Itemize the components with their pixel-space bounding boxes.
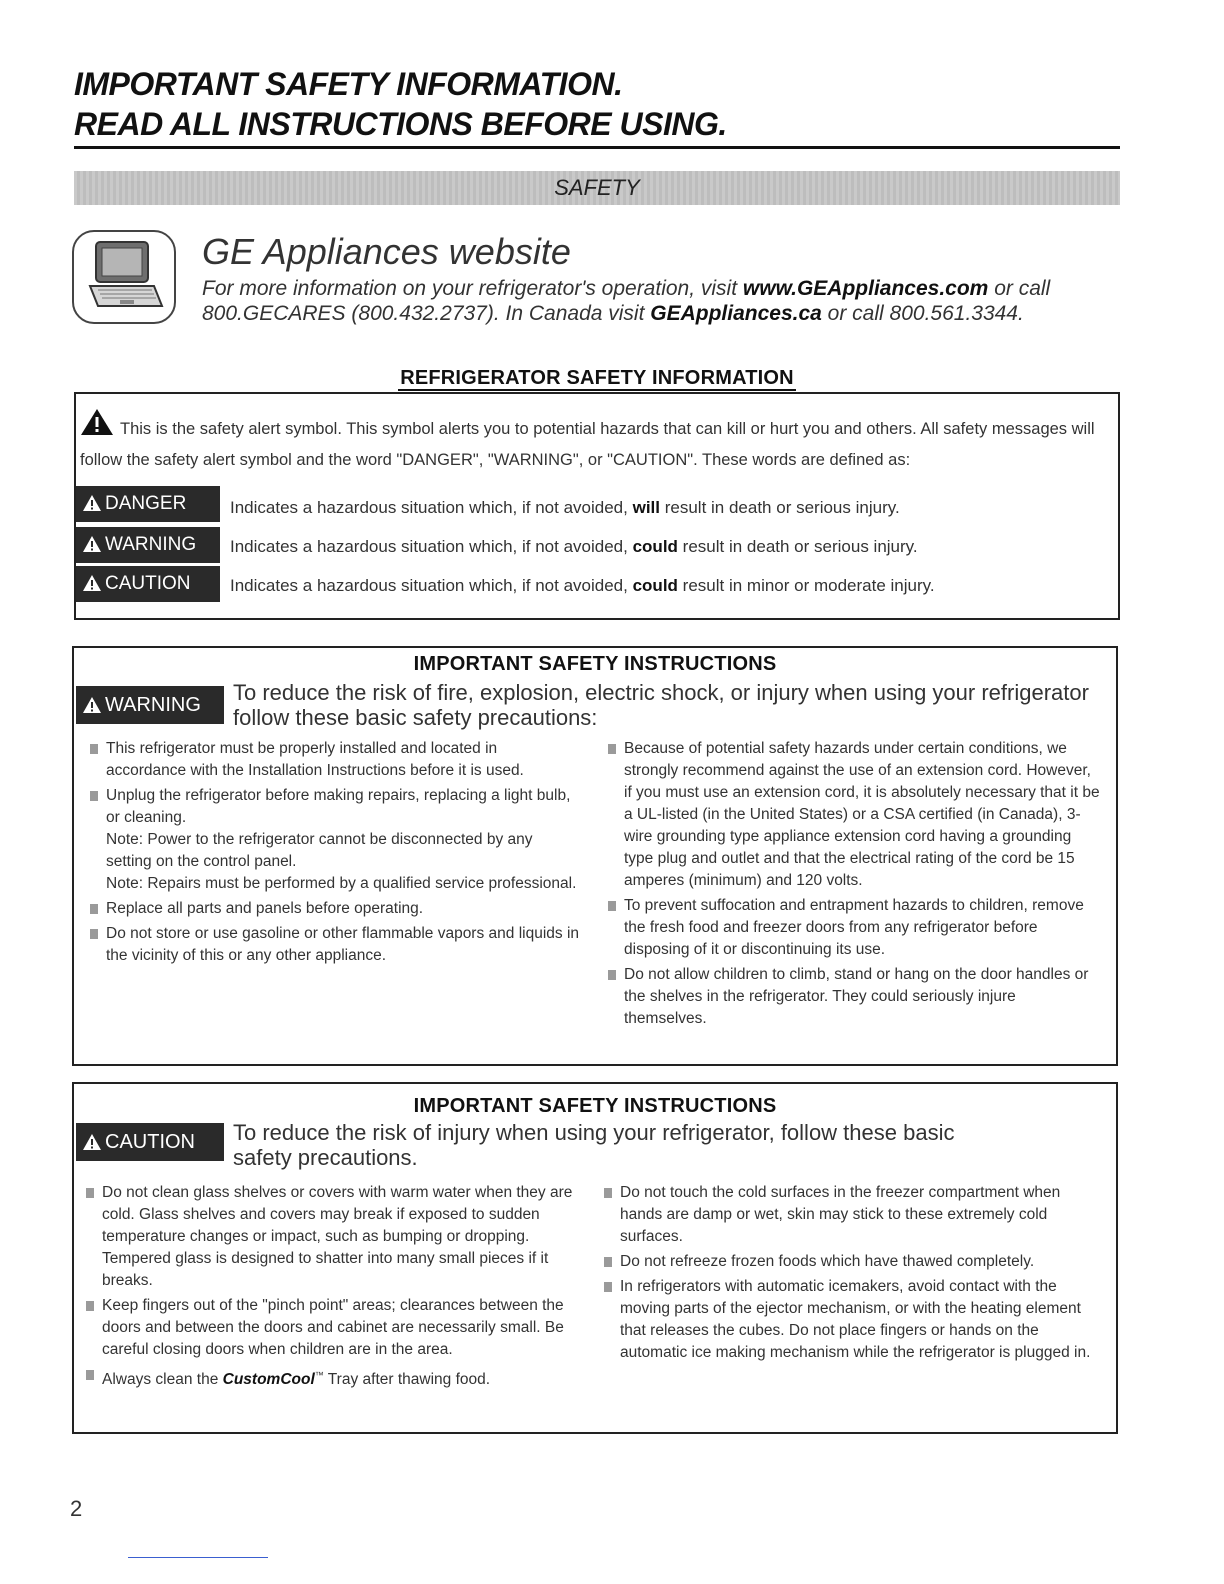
alert-triangle-icon [82,530,102,563]
danger-definition: Indicates a hazardous situation which, if not avoided, will result in death or serious injury. [230,498,900,517]
list-item: Because of potential safety hazards under certain conditions, we strongly recommend against the use of an extension cord. However, if you must use an extension cord, it is absolutely necessary that it be a UL-listed (in the United States) or a CSA certified (in Canada), 3-wire grounding type appliance extension cord having a grounding type plug and outlet and that the electrical rating of the cord be 15 amperes (minimum) and 120 volts. [606,738,1100,892]
list-item: Do not clean glass shelves or covers with warm water when they are cold. Glass shelves and covers may break if exposed to sudden temperature changes or impact, such as bumping or dropping. Tempered glass is designed to shatter into many small pieces if it breaks. [84,1182,576,1292]
note-text: Note: Repairs must be performed by a qualified service professional. [106,875,577,892]
list-item: Unplug the refrigerator before making repairs, replacing a light bulb, or cleaning. [88,785,580,829]
alert-triangle-icon [82,489,102,522]
list-item: Do not allow children to climb, stand or hang on the door handles or the shelves in the refrigerator. They could seriously injure themselves. [606,964,1100,1030]
warning-instructions-label: WARNING [76,686,224,724]
caution-left-column [84,1182,576,1391]
list-item: To prevent suffocation and entrapment hazards to children, remove the fresh food and freezer doors from any refrigerator before disposing of it or discontinuing its use. [606,895,1100,961]
warning-definition: Indicates a hazardous situation which, if not avoided, could result in death or serious injury. [230,537,918,556]
section-bar [74,171,1120,205]
website-link-us[interactable]: www.GEAppliances.com [742,277,989,300]
warning-instructions-heading: IMPORTANT SAFETY INSTRUCTIONS [413,653,777,675]
alert-triangle-icon [82,1126,102,1161]
safety-alert-icon [80,408,114,446]
safety-info-intro: This is the safety alert symbol. This symbol alerts you to potential hazards that can kill or hurt you and others. All safety messages will follow the safety alert symbol and the word "DANGER", "WARNING", or "CAUTION". These words are defined as: [80,408,1116,475]
website-link-ca[interactable]: GEAppliances.ca [650,302,822,325]
list-item: In refrigerators with automatic icemakers, avoid contact with the moving parts of the ejector mechanism, or with the heating element that releases the cubes. Do not place fingers or hands on the automatic ice making mechanism while the refrigerator is plugged in. [602,1276,1100,1364]
note-text: Note: Power to the refrigerator cannot be disconnected by any setting on the control panel. [106,831,533,870]
footer-rule [128,1557,268,1558]
list-item: Replace all parts and panels before operating. [88,898,580,920]
caution-instructions-heading: IMPORTANT SAFETY INSTRUCTIONS [413,1095,777,1117]
caution-instructions-label: CAUTION [76,1123,224,1161]
alert-triangle-icon [82,569,102,602]
list-item: Always clean the CustomCool™ Tray after thawing food. [84,1364,576,1391]
list-item: Do not touch the cold surfaces in the freezer compartment when hands are damp or wet, skin may stick to these extremely cold surfaces. [602,1182,1100,1248]
caution-definition: Indicates a hazardous situation which, if not avoided, could result in minor or moderate injury. [230,576,935,595]
list-item: This refrigerator must be properly installed and located in accordance with the Installation Instructions before it is used. [88,738,580,782]
laptop-icon [72,230,176,324]
list-item: Do not store or use gasoline or other flammable vapors and liquids in the vicinity of this or any other appliance. [88,923,580,967]
caution-right-column [602,1182,1100,1364]
page-title-line-2: READ ALL INSTRUCTIONS BEFORE USING. [74,106,727,142]
list-item: Do not refreeze frozen foods which have thawed completely. [602,1251,1100,1273]
header-rule [74,146,1120,149]
caution-lead-text: To reduce the risk of injury when using your refrigerator, follow these basic safety precautions. [233,1120,955,1170]
section-bar-label: SAFETY [554,175,640,200]
brand-name: CustomCool [222,1371,315,1389]
page-number: 2 [70,1496,83,1521]
danger-label: DANGER [76,486,220,522]
warning-label: WARNING [76,527,220,563]
website-text: For more information on your refrigerator's operation, visit www.GEAppliances.com or call 800.GECARES (800.432.2737). In Canada visit GEAppliances.ca or call 800.561.3344. [202,277,1051,325]
list-item: Keep fingers out of the "pinch point" areas; clearances between the doors and between the doors and cabinet are necessarily small. Be careful closing doors when children are in the area. [84,1295,576,1361]
safety-info-heading: REFRIGERATOR SAFETY INFORMATION [400,367,794,389]
website-title: GE Appliances website [202,231,571,272]
warning-right-column [606,738,1100,1030]
warning-left-column [88,738,580,967]
alert-triangle-icon [82,689,102,724]
page-title-line-1: IMPORTANT SAFETY INFORMATION. [74,66,623,102]
caution-label: CAUTION [76,566,220,602]
warning-lead-text: To reduce the risk of fire, explosion, electric shock, or injury when using your refrigerator follow these basic safety precautions: [233,680,1089,730]
